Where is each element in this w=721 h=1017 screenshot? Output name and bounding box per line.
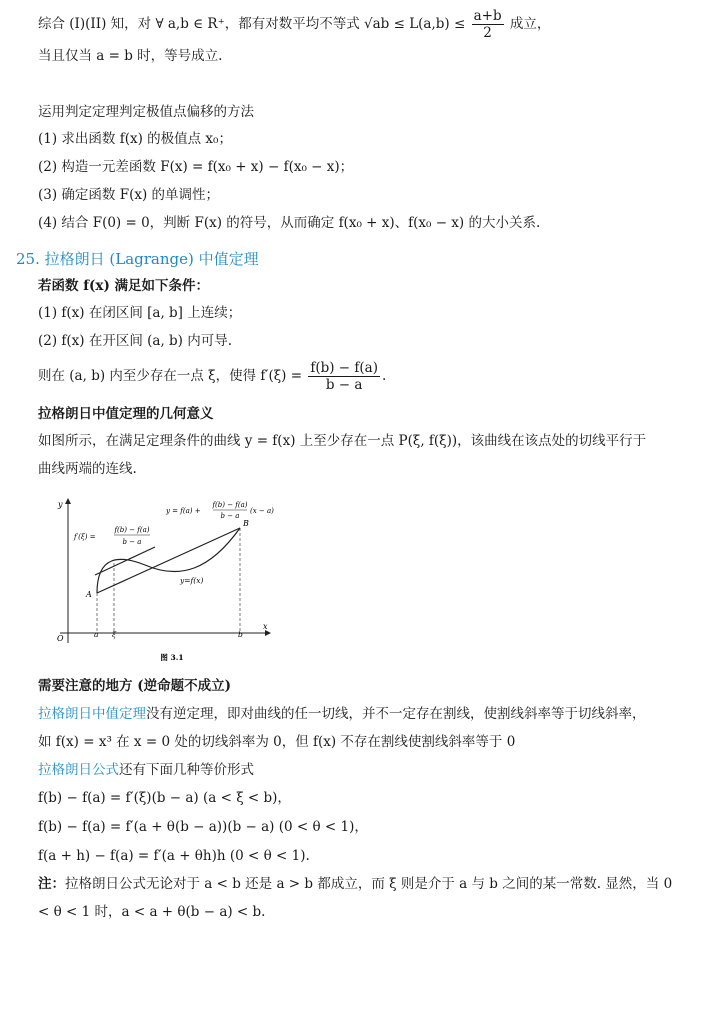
intro-line-1 bbox=[38, 8, 550, 41]
notes-line-1-text: 没有逆定理，即对曲线的任一切线，并不一定存在割线，使割线斜率等于切线斜率， bbox=[146, 706, 646, 722]
intro-fraction bbox=[472, 8, 504, 41]
point-a-label: A bbox=[86, 590, 92, 599]
note-label: 注： bbox=[38, 876, 65, 892]
method-step-3: (3) 确定函数 F(x) 的单调性； bbox=[38, 187, 220, 203]
tick-xi-label: ξ bbox=[112, 630, 117, 639]
note-line-1-text: 拉格朗日公式无论对于 a < b 还是 a > b 都成立，而 ξ 则是介于 a 与 b 之间的某一常数. 显然，当 0 bbox=[65, 876, 673, 892]
curve-label: y=f(x) bbox=[180, 576, 204, 585]
point-b-label: B bbox=[243, 519, 249, 528]
geometric-meaning-title: 拉格朗日中值定理的几何意义 bbox=[38, 406, 214, 422]
tick-a-label: a bbox=[94, 630, 99, 639]
theorem-conclusion bbox=[38, 360, 386, 393]
tick-b-label: b bbox=[238, 630, 243, 639]
mean-value-theorem-figure bbox=[50, 495, 290, 670]
tangent-numerator: f(b) − f(a) bbox=[114, 526, 150, 534]
conclusion-fraction bbox=[308, 360, 380, 393]
section-number: 25. bbox=[16, 250, 40, 268]
notes-line-2: 如 f(x) = x³ 在 x = 0 处的切线斜率为 0，但 f(x) 不存在割线使割线斜率等于 0 bbox=[38, 734, 516, 750]
fraction-numerator: a+b bbox=[473, 8, 502, 24]
secant-denominator: b − a bbox=[220, 512, 240, 520]
fraction-denominator: 2 bbox=[483, 25, 492, 41]
figure-caption: 图 3.1 bbox=[160, 653, 184, 662]
secant-prefix: y = f(a) + bbox=[166, 507, 201, 515]
geometric-meaning-line-2: 曲线两端的连线. bbox=[38, 461, 137, 477]
intro-line-2: 当且仅当 a = b 时，等号成立. bbox=[38, 48, 223, 64]
conclusion-text: 则在 (a, b) 内至少存在一点 ξ，使得 f′(ξ) = bbox=[38, 368, 307, 384]
note-line-1 bbox=[38, 874, 672, 894]
formula-1: f(b) − f(a) = f′(ξ)(b − a) (a < ξ < b)， bbox=[38, 790, 291, 806]
intro-text-b: 成立， bbox=[505, 16, 551, 32]
condition-title: 若函数 f(x) 满足如下条件： bbox=[38, 278, 210, 294]
formula-2: f(b) − f(a) = f′(a + θ(b − a))(b − a) (0 < θ < 1)， bbox=[38, 819, 368, 835]
method-step-2: (2) 构造一元差函数 F(x) = f(x₀ + x) − f(x₀ − x)； bbox=[38, 159, 354, 175]
condition-1: (1) f(x) 在闭区间 [a, b] 上连续； bbox=[38, 305, 242, 321]
method-title: 运用判定定理判定极值点偏移的方法 bbox=[38, 104, 254, 120]
notes-title: 需要注意的地方 (逆命题不成立) bbox=[38, 678, 231, 694]
tangent-denominator: b − a bbox=[122, 538, 142, 546]
secant-suffix: (x − a) bbox=[250, 507, 274, 515]
formula-intro bbox=[38, 760, 254, 780]
secant-line bbox=[97, 528, 240, 593]
y-axis-arrow-icon bbox=[65, 498, 71, 504]
note-line-2: < θ < 1 时，a < a + θ(b − a) < b. bbox=[38, 904, 266, 920]
secant-numerator: f(b) − f(a) bbox=[212, 501, 248, 509]
x-axis-label: x bbox=[263, 622, 268, 631]
y-axis-label: y bbox=[58, 500, 63, 509]
origin-label: O bbox=[57, 634, 64, 643]
formula-highlight: 拉格朗日公式 bbox=[38, 762, 119, 778]
method-step-4: (4) 结合 F(0) = 0，判断 F(x) 的符号，从而确定 f(x₀ + x)、f(x₀ − x) 的大小关系. bbox=[38, 215, 541, 231]
section-25-heading bbox=[16, 248, 259, 270]
formula-intro-text: 还有下面几种等价形式 bbox=[119, 762, 254, 778]
notes-line-1 bbox=[38, 704, 646, 724]
formula-3: f(a + h) − f(a) = f′(a + θh)h (0 < θ < 1). bbox=[38, 848, 310, 864]
tangent-prefix: f′(ξ) = bbox=[74, 533, 96, 541]
condition-2: (2) f(x) 在开区间 (a, b) 内可导. bbox=[38, 333, 233, 349]
method-step-1: (1) 求出函数 f(x) 的极值点 x₀； bbox=[38, 131, 232, 147]
intro-text-a: 综合 (I)(II) 知，对 ∀ a,b ∈ R⁺，都有对数平均不等式 √ab ≤ L(a,b) ≤ bbox=[38, 16, 470, 32]
fraction-numerator: f(b) − f(a) bbox=[310, 360, 378, 376]
notes-highlight: 拉格朗日中值定理 bbox=[38, 706, 146, 722]
conclusion-period: . bbox=[382, 368, 387, 384]
fraction-denominator: b − a bbox=[325, 377, 363, 393]
geometric-meaning-line-1: 如图所示，在满足定理条件的曲线 y = f(x) 上至少存在一点 P(ξ, f(ξ))，该曲线在该点处的切线平行于 bbox=[38, 433, 647, 449]
section-title: 拉格朗日 (Lagrange) 中值定理 bbox=[44, 250, 259, 268]
